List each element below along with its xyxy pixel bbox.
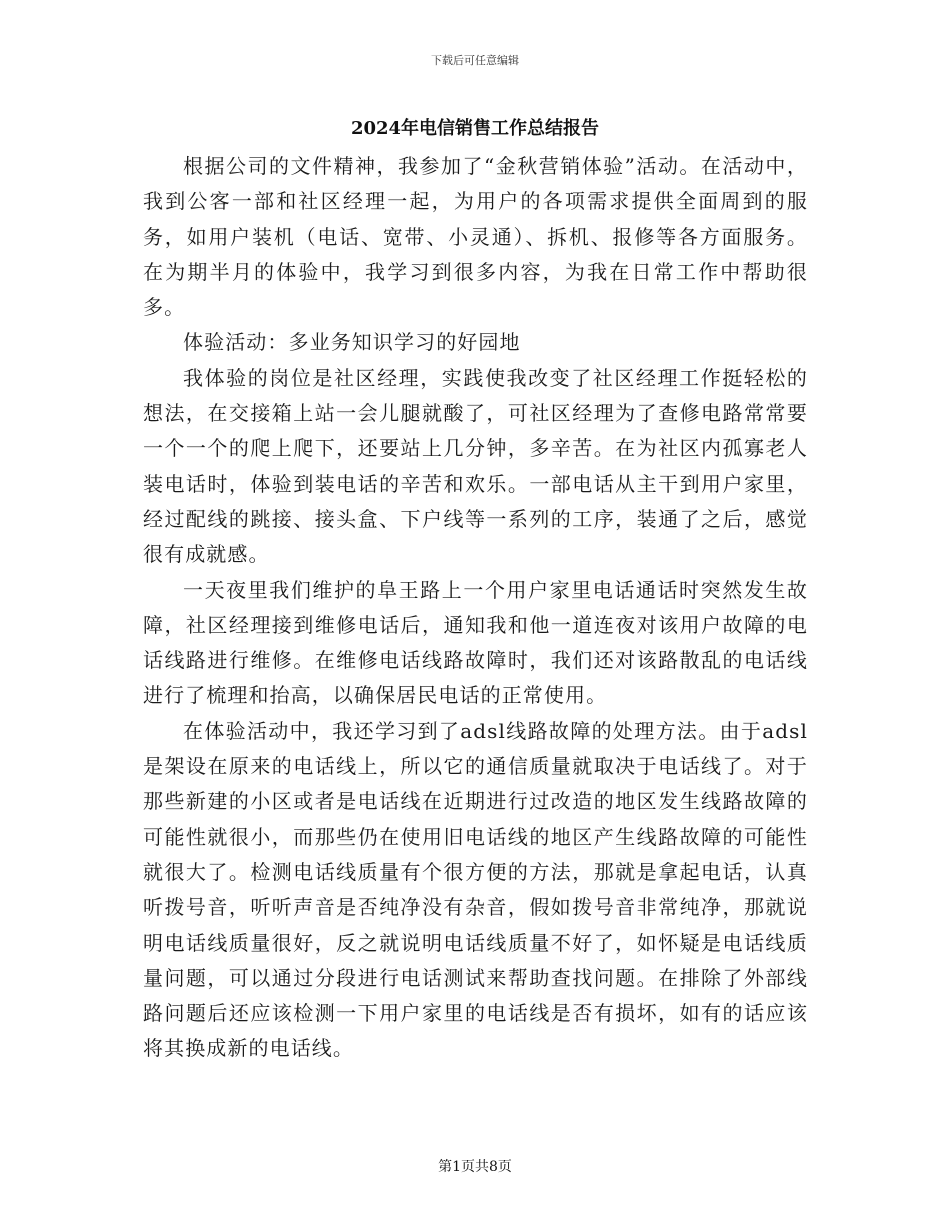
document-title: 2024年电信销售工作总结报告 [350,118,600,139]
paragraph: 我体验的岗位是社区经理，实践使我改变了社区经理工作挺轻松的想法，在交接箱上站一会儿腿就酸了，可社区经理为了查修电路常常要一个一个的爬上爬下，还要站上几分钟，多辛苦。在为社区内孤寡老人装电话时，体验到装电话的辛苦和欢乐。一部电话从主干到用户家里，经过配线的跳接、接头盒、下户线等一系列的工序，装通了之后，感觉很有成就感。 [143,365,808,567]
document-body [143,149,808,1067]
paragraph: 在体验活动中，我还学习到了adsl线路故障的处理方法。由于adsl是架设在原来的电话线上，所以它的通信质量就取决于电话线了。对于那些新建的小区或者是电话线在近期进行过改造的地区发生线路故障的可能性就很小，而那些仍在使用旧电话线的地区产生线路故障的可能性就很大了。检测电话线质量有个很方便的方法，那就是拿起电话，认真听拨号音，听听声音是否纯净没有杂音，假如拨号音非常纯净，那就说明电话线质量很好，反之就说明电话线质量不好了，如怀疑是电话线质量问题，可以通过分段进行电话测试来帮助查找问题。在排除了外部线路问题后还应该检测一下用户家里的电话线是否有损坏，如有的话应该将其换成新的电话线。 [143,718,808,1061]
header-note: 下载后可任意编辑 [431,54,519,67]
page-number: 第1页共8页 [438,1159,512,1175]
paragraph: 根据公司的文件精神，我参加了“金秋营销体验”活动。在活动中，我到公客一部和社区经理一起，为用户的各项需求提供全面周到的服务，如用户装机（电话、宽带、小灵通）、拆机、报修等各方面服务。在为期半月的体验中，我学习到很多内容，为我在日常工作中帮助很多。 [143,154,808,320]
section-heading: 体验活动：多业务知识学习的好园地 [183,330,521,355]
paragraph: 一天夜里我们维护的阜王路上一个用户家里电话通话时突然发生故障，社区经理接到维修电话后，通知我和他一道连夜对该用户故障的电话线路进行维修。在维修电话线路故障时，我们还对该路散乱的电话线进行了梳理和抬高，以确保居民电话的正常使用。 [143,577,808,708]
